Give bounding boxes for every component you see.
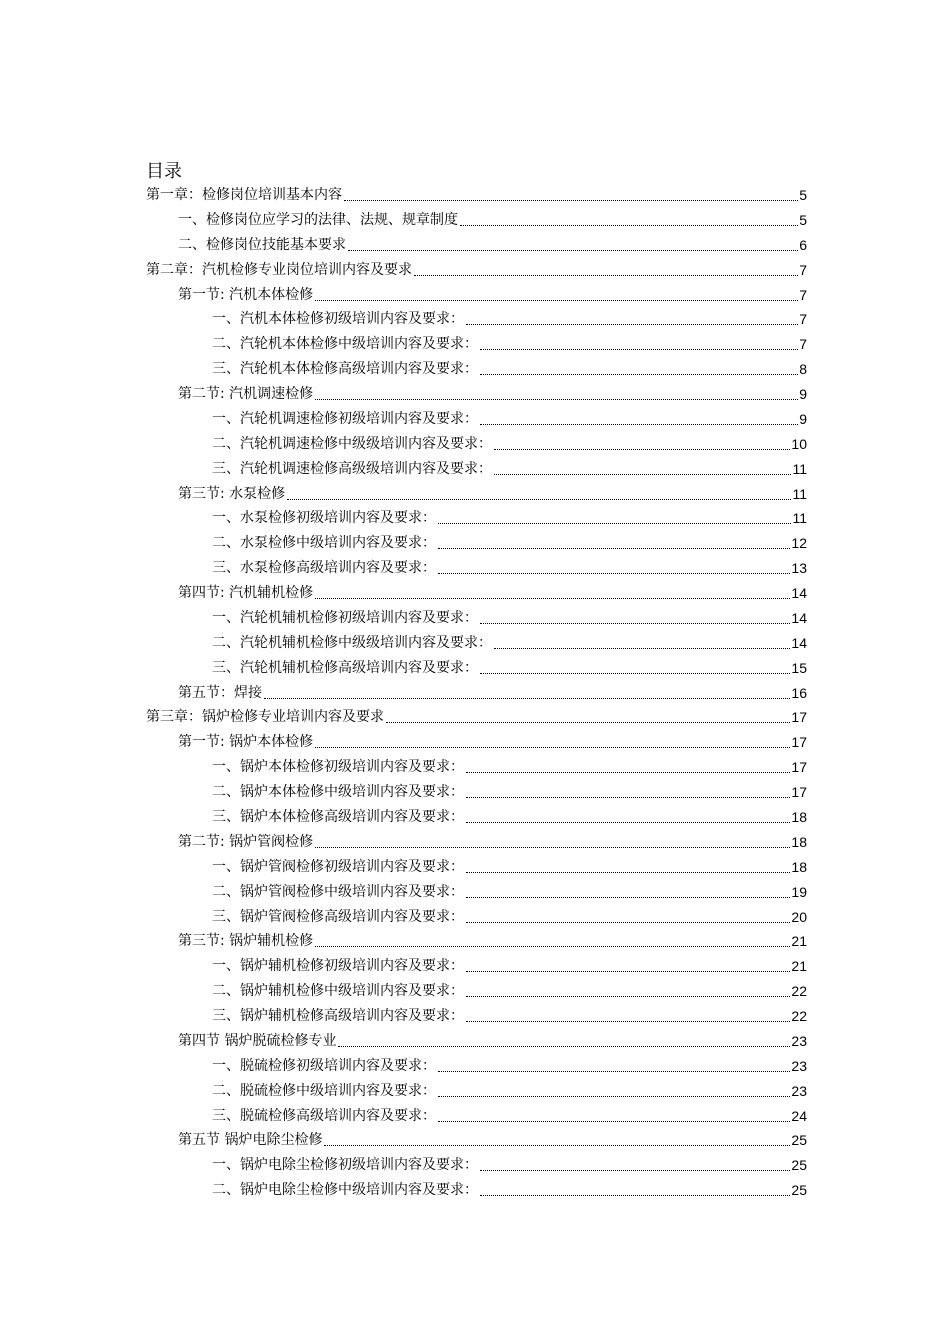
toc-entry[interactable] — [212, 532, 807, 552]
toc-entry-page-number: 8 — [799, 361, 807, 378]
toc-entry[interactable] — [146, 184, 807, 204]
toc-entry[interactable] — [212, 358, 807, 378]
toc-entry-page-number: 24 — [791, 1107, 807, 1124]
dot-leader — [324, 1145, 790, 1146]
toc-entry[interactable] — [212, 308, 807, 328]
toc-entry-page-number: 19 — [791, 883, 807, 900]
toc-entry[interactable] — [212, 1005, 807, 1025]
toc-entry-text: 二、锅炉管阀检修中级培训内容及要求： — [212, 883, 464, 900]
toc-entry[interactable] — [212, 1080, 807, 1100]
toc-entry-text: 二、汽轮机本体检修中级培训内容及要求： — [212, 336, 478, 353]
toc-entry[interactable] — [212, 1055, 807, 1075]
toc-entry-text: 第三章：锅炉检修专业培训内容及要求 — [146, 709, 384, 726]
toc-entry[interactable] — [178, 483, 807, 503]
toc-entry[interactable] — [178, 209, 807, 229]
toc-entry-text: 三、水泵检修高级培训内容及要求： — [212, 560, 436, 577]
dot-leader — [414, 275, 798, 276]
dot-leader — [315, 300, 798, 301]
toc-entry[interactable] — [178, 731, 807, 751]
toc-entry[interactable] — [212, 1105, 807, 1125]
dot-leader — [438, 523, 791, 524]
toc-entry-page-number: 18 — [791, 858, 807, 875]
toc-entry-page-number: 21 — [791, 958, 807, 975]
toc-entry-text: 第四节 锅炉脱硫检修专业 — [178, 1032, 337, 1049]
toc-entry[interactable] — [146, 706, 807, 726]
dot-leader — [315, 946, 790, 947]
toc-entry-text: 第二节: 锅炉管阀检修 — [178, 833, 314, 850]
toc-entry[interactable] — [178, 930, 807, 950]
toc-entry-text: 一、汽轮机辅机检修初级培训内容及要求： — [212, 609, 478, 626]
dot-leader — [315, 598, 790, 599]
toc-entry[interactable] — [178, 284, 807, 304]
toc-entry-text: 三、汽轮机本体检修高级培训内容及要求： — [212, 361, 478, 378]
toc-entry-text: 第二节: 汽机调速检修 — [178, 386, 314, 403]
dot-leader — [438, 573, 790, 574]
dot-leader — [480, 623, 790, 624]
toc-entry[interactable] — [212, 607, 807, 627]
toc-entry-page-number: 16 — [791, 684, 807, 701]
toc-entry-page-number: 12 — [791, 535, 807, 552]
toc-entry-page-number: 17 — [791, 734, 807, 751]
toc-entry-text: 一、锅炉电除尘检修初级培训内容及要求： — [212, 1157, 478, 1174]
toc-entry-page-number: 25 — [791, 1157, 807, 1174]
toc-entry-text: 第一节: 锅炉本体检修 — [178, 734, 314, 751]
dot-leader — [264, 698, 790, 699]
toc-entry-page-number: 7 — [799, 311, 807, 328]
dot-leader — [480, 374, 798, 375]
toc-entry-text: 一、锅炉本体检修初级培训内容及要求： — [212, 759, 464, 776]
toc-entry-page-number: 7 — [799, 286, 807, 303]
toc-entry-text: 第一章：检修岗位培训基本内容 — [146, 187, 342, 203]
toc-entry[interactable] — [212, 881, 807, 901]
toc-entry[interactable] — [178, 234, 807, 254]
dot-leader — [460, 225, 798, 226]
toc-entry-text: 一、汽轮机调速检修初级培训内容及要求： — [212, 410, 478, 427]
toc-entry[interactable] — [212, 856, 807, 876]
toc-entry-text: 三、汽轮机调速检修高级级培训内容及要求： — [212, 460, 492, 477]
toc-entry[interactable] — [212, 906, 807, 926]
toc-entry-text: 第三节: 水泵检修 — [178, 485, 286, 502]
toc-entry-text: 二、锅炉本体检修中级培训内容及要求： — [212, 784, 464, 801]
dot-leader — [466, 1021, 790, 1022]
toc-entry-page-number: 17 — [791, 759, 807, 776]
toc-entry-page-number: 10 — [791, 435, 807, 452]
toc-entry-page-number: 6 — [799, 236, 807, 253]
toc-entry-text: 二、锅炉辅机检修中级培训内容及要求： — [212, 983, 464, 1000]
toc-entry-page-number: 5 — [799, 211, 807, 228]
toc-entry-text: 三、锅炉本体检修高级培训内容及要求： — [212, 809, 464, 825]
dot-leader — [480, 1195, 790, 1196]
toc-entry-page-number: 18 — [791, 809, 807, 825]
toc-entry-page-number: 13 — [791, 560, 807, 577]
dot-leader — [438, 548, 790, 549]
dot-leader — [494, 474, 791, 475]
toc-entry-page-number: 15 — [791, 659, 807, 676]
toc-entry-page-number: 7 — [799, 261, 807, 278]
toc-entry-page-number: 25 — [791, 1182, 807, 1199]
dot-leader — [494, 648, 790, 649]
dot-leader — [466, 971, 790, 972]
toc-entry-text: 第五节：焊接 — [178, 684, 262, 701]
toc-entry[interactable] — [212, 632, 807, 652]
toc-entry[interactable] — [212, 433, 807, 453]
dot-leader — [348, 250, 798, 251]
toc-entry[interactable] — [212, 1154, 807, 1174]
dot-leader — [480, 673, 790, 674]
toc-entry-text: 三、脱硫检修高级培训内容及要求： — [212, 1107, 436, 1124]
toc-entry[interactable] — [212, 806, 807, 826]
toc-entry[interactable] — [212, 1179, 807, 1199]
toc-entry-text: 二、检修岗位技能基本要求 — [178, 236, 346, 253]
toc-entry-page-number: 23 — [791, 1032, 807, 1049]
toc-entry-text: 第二章：汽机检修专业岗位培训内容及要求 — [146, 261, 412, 278]
toc-entry-page-number: 9 — [799, 410, 807, 427]
dot-leader — [466, 797, 790, 798]
dot-leader — [287, 499, 791, 500]
toc-entry[interactable] — [212, 980, 807, 1000]
dot-leader — [494, 449, 790, 450]
toc-entry-page-number: 9 — [799, 386, 807, 403]
toc-entry-text: 三、锅炉辅机检修高级培训内容及要求： — [212, 1008, 464, 1025]
toc-entry[interactable] — [178, 582, 807, 602]
toc-entry[interactable] — [212, 781, 807, 801]
dot-leader — [438, 1096, 790, 1097]
toc-entry-text: 第五节 锅炉电除尘检修 — [178, 1132, 323, 1149]
toc-entry-page-number: 7 — [799, 336, 807, 353]
dot-leader — [466, 324, 798, 325]
toc-entry-page-number: 21 — [791, 933, 807, 950]
toc-entry-page-number: 5 — [799, 187, 807, 203]
toc-entry[interactable] — [212, 507, 807, 527]
toc-entry-page-number: 17 — [791, 709, 807, 726]
toc-entry[interactable] — [212, 333, 807, 353]
toc-entry-text: 三、汽轮机辅机检修高级培训内容及要求： — [212, 659, 478, 676]
dot-leader — [466, 922, 790, 923]
dot-leader — [480, 349, 798, 350]
toc-entry-text: 一、锅炉辅机检修初级培训内容及要求： — [212, 958, 464, 975]
toc-entry-page-number: 11 — [792, 485, 807, 502]
toc-entry-page-number: 23 — [791, 1082, 807, 1099]
toc-entry-page-number: 18 — [791, 833, 807, 850]
toc-entry-text: 一、锅炉管阀检修初级培训内容及要求： — [212, 858, 464, 875]
dot-leader — [466, 897, 790, 898]
dot-leader — [466, 822, 790, 823]
toc-entry-text: 二、锅炉电除尘检修中级培训内容及要求： — [212, 1182, 478, 1199]
toc-entry[interactable] — [178, 1030, 807, 1050]
toc-entry-text: 三、锅炉管阀检修高级培训内容及要求： — [212, 908, 464, 925]
toc-entry-page-number: 14 — [791, 634, 807, 651]
toc-entry-text: 一、脱硫检修初级培训内容及要求： — [212, 1057, 436, 1074]
toc-entry[interactable] — [146, 259, 807, 279]
toc-entry-text: 第三节: 锅炉辅机检修 — [178, 933, 314, 950]
toc-entry-text: 一、检修岗位应学习的法律、法规、规章制度 — [178, 211, 458, 228]
toc-entry[interactable] — [178, 831, 807, 851]
toc-entry[interactable] — [212, 756, 807, 776]
dot-leader — [386, 722, 790, 723]
toc-entry-text: 第四节: 汽机辅机检修 — [178, 585, 314, 602]
toc-entry-page-number: 17 — [791, 784, 807, 801]
dot-leader — [315, 747, 790, 748]
dot-leader — [466, 872, 790, 873]
toc-entry[interactable] — [212, 657, 807, 677]
toc-entry-text: 二、脱硫检修中级培训内容及要求： — [212, 1082, 436, 1099]
dot-leader — [466, 996, 790, 997]
dot-leader — [344, 200, 798, 201]
toc-entry-text: 二、汽轮机调速检修中级级培训内容及要求： — [212, 435, 492, 452]
toc-entry-text: 第一节: 汽机本体检修 — [178, 286, 314, 303]
toc-entry-page-number: 14 — [791, 585, 807, 602]
dot-leader — [438, 1071, 790, 1072]
toc-entry-page-number: 14 — [791, 609, 807, 626]
dot-leader — [480, 424, 798, 425]
toc-entry-page-number: 11 — [792, 510, 807, 527]
toc-title: 目录 — [146, 161, 182, 182]
toc-entry[interactable] — [178, 383, 807, 403]
toc-entry-page-number: 25 — [791, 1132, 807, 1149]
toc-entry-text: 二、水泵检修中级培训内容及要求： — [212, 535, 436, 552]
toc-entry-text: 二、汽轮机辅机检修中级级培训内容及要求： — [212, 634, 492, 651]
toc-entry-page-number: 23 — [791, 1057, 807, 1074]
dot-leader — [315, 399, 798, 400]
dot-leader — [466, 772, 790, 773]
toc-entry-page-number: 11 — [792, 460, 807, 477]
toc-entry-page-number: 20 — [791, 908, 807, 925]
toc-entry[interactable] — [212, 955, 807, 975]
dot-leader — [438, 1121, 790, 1122]
toc-entry-text: 一、水泵检修初级培训内容及要求： — [212, 510, 436, 527]
dot-leader — [315, 847, 790, 848]
toc-entry[interactable] — [178, 1129, 807, 1149]
toc-entry-text: 一、汽机本体检修初级培训内容及要求： — [212, 311, 464, 328]
toc-entry-page-number: 22 — [791, 983, 807, 1000]
toc-entry[interactable] — [212, 458, 807, 478]
toc-entry[interactable] — [178, 682, 807, 702]
toc-entry[interactable] — [212, 408, 807, 428]
dot-leader — [480, 1170, 790, 1171]
toc-entry-page-number: 22 — [791, 1008, 807, 1025]
dot-leader — [338, 1046, 790, 1047]
toc-entry[interactable] — [212, 557, 807, 577]
